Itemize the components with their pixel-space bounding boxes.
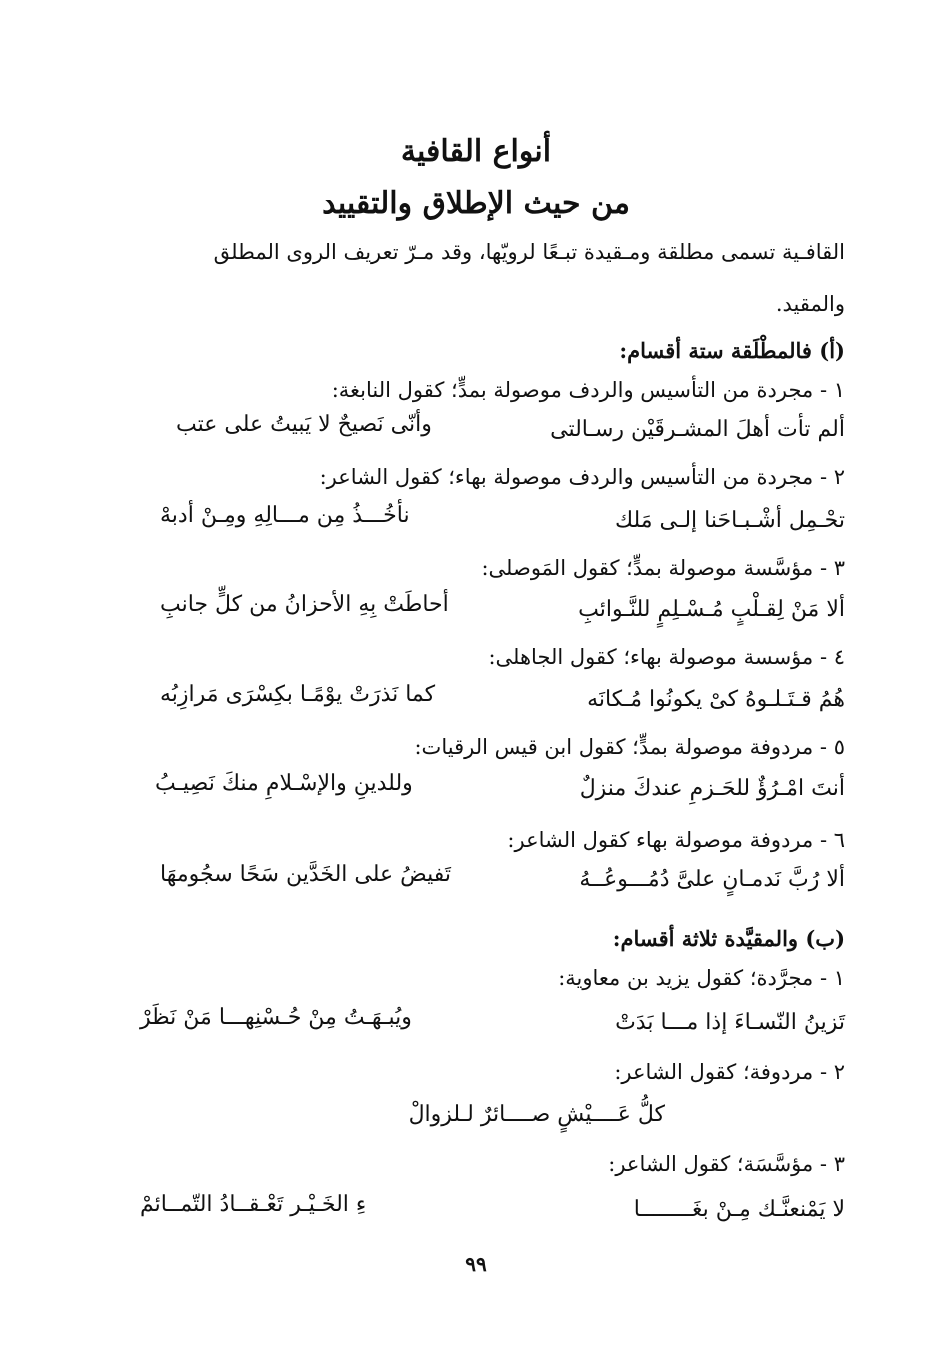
item-a5-verse-first-hemistich: أنتَ امْـرُؤٌ للحَـزمِ عندكَ منزلٌ bbox=[579, 776, 845, 801]
intro-line-2: والمقيد. bbox=[775, 292, 845, 316]
item-b1-verse-second-hemistich: ويُبـهَـتُ مِنْ حُـسْنِهـــا مَنْ نَظَرْ bbox=[140, 1005, 412, 1030]
item-a4-label: ٤ - مؤسسة موصولة بهاء؛ كقول الجاهلى: bbox=[488, 645, 845, 669]
item-a1-verse-first-hemistich: ألم تأت أهلَ المشـرقَيْن رسـالتى bbox=[550, 417, 845, 442]
item-a1-verse-second-hemistich: وأنّى نَصيحٌ لا يَبيتُ على عتب bbox=[176, 412, 432, 437]
item-a3-verse-second-hemistich: أحاطَتْ بِهِ الأحزانُ من كلٍّ جانبِ bbox=[160, 592, 449, 617]
section-b-heading: (ب) والمقيَّدة ثلاثة أقسام: bbox=[612, 926, 845, 951]
item-b2-verse: كلُّ عَــــيْشٍ صــــائرٌ لـلزوالْ bbox=[408, 1102, 665, 1127]
item-a4-verse-first-hemistich: هُمُ قـتَـلـوهُ كىْ يكونُوا مُـكانَه bbox=[587, 687, 845, 712]
page-number: ٩٩ bbox=[465, 1252, 487, 1276]
item-a4-verse-second-hemistich: كما نَذرَتْ يوْمًـا بكِسْرَى مَرازِبُه bbox=[160, 682, 436, 707]
item-a6-verse-first-hemistich: ألا رُبَّ نَدمـانٍ علىَّ دُمُـــوعُــهُ bbox=[579, 867, 845, 892]
item-a3-verse-first-hemistich: ألا مَنْ لِقـلْبٍ مُـسْـلِمٍ للنَّـوائبِ bbox=[578, 597, 845, 622]
item-b1-verse-first-hemistich: تَزينُ النّسـاءَ إذا مـــا بَدَتْ bbox=[615, 1010, 845, 1035]
item-b2-label: ٢ - مردوفة؛ كقول الشاعر: bbox=[614, 1060, 845, 1084]
page-subtitle: من حيث الإطلاق والتقييد bbox=[322, 186, 630, 221]
section-a-heading: (أ) فالمطْلَقة ستة أقسام: bbox=[619, 338, 845, 363]
item-a5-label: ٥ - مردوفة موصولة بمدٍّ؛ كقول ابن قيس الرقيات: bbox=[414, 735, 845, 759]
item-a1-label: ١ - مجردة من التأسيس والردف موصولة بمدٍّ؛ كقول النابغة: bbox=[331, 378, 845, 402]
item-b3-verse-second-hemistich: ءِ الخَـيْـر تَعْـقــادُ التّمــائمْ bbox=[140, 1192, 367, 1217]
item-b3-label: ٣ - مؤسَّسَة؛ كقول الشاعر: bbox=[608, 1152, 845, 1176]
item-a6-verse-second-hemistich: تَفيضُ على الخَدَّين سَحًا سجُومهَا bbox=[160, 862, 451, 887]
item-a5-verse-second-hemistich: وللدينِ والإسْـلامِ منكَ نَصِيـبُ bbox=[155, 771, 413, 796]
intro-line-1: القافـية تسمى مطلقة ومـقيدة تبـعًا لرويّها، وقد مـرّ تعريف الروى المطلق bbox=[213, 240, 845, 264]
item-a2-verse-second-hemistich: نأخُـــذُ مِن مـــالِهِ ومِـنْ أدبهْ bbox=[160, 503, 410, 528]
item-a3-label: ٣ - مؤسَّسة موصولة بمدٍّ؛ كقول المَوصلى: bbox=[481, 556, 845, 580]
item-b1-label: ١ - مجرَّدة؛ كقول يزيد بن معاوية: bbox=[558, 966, 845, 990]
item-a6-label: ٦ - مردوفة موصولة بهاء كقول الشاعر: bbox=[507, 828, 845, 852]
item-b3-verse-first-hemistich: لا يَمْنعنَّـك مِـنْ بغَــــــــا bbox=[633, 1197, 845, 1222]
page-title: أنواع القافية bbox=[400, 134, 552, 169]
item-a2-verse-first-hemistich: تحْـمِل أشْـبـاحَنا إلـى مَلك bbox=[614, 508, 845, 533]
item-a2-label: ٢ - مجردة من التأسيس والردف موصولة بهاء؛ كقول الشاعر: bbox=[319, 465, 845, 489]
